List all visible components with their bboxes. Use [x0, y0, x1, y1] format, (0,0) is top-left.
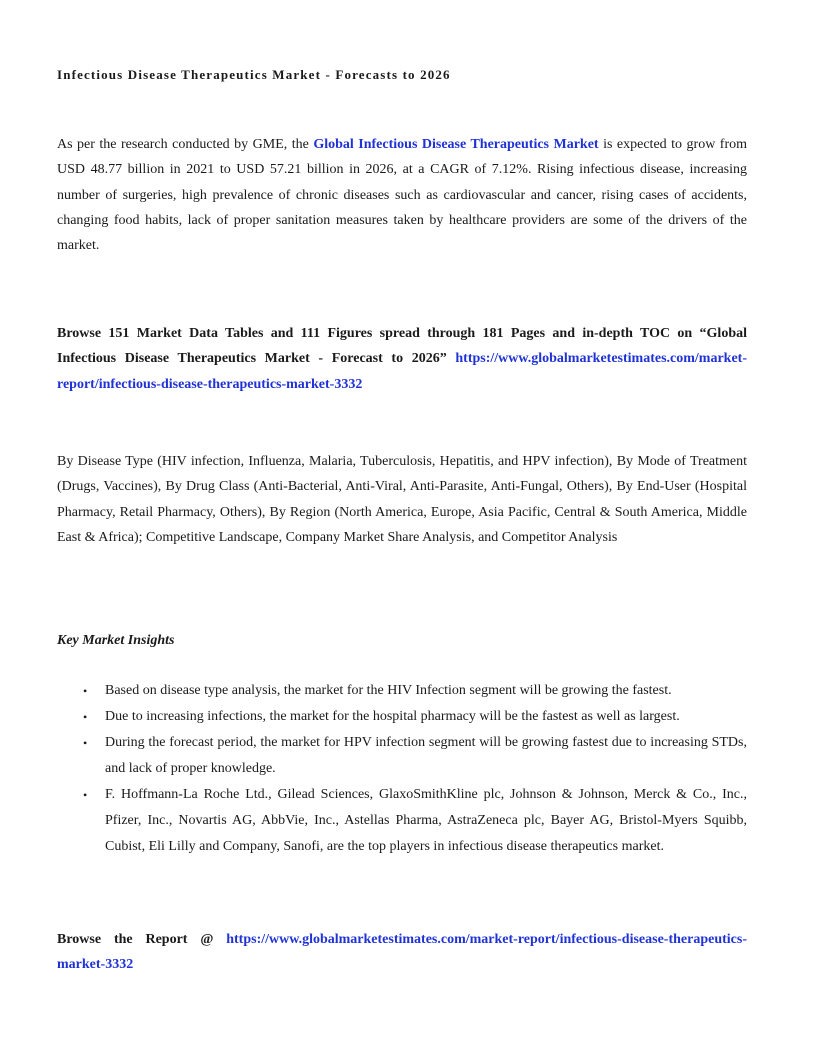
bullet-icon: • — [83, 684, 88, 698]
bullet-icon: • — [83, 736, 88, 750]
insight-text: During the forecast period, the market for HPV infection segment will be growing fastest due to increasing STDs, and lack of proper knowledge. — [105, 735, 747, 776]
intro-text-after: is expected to grow from USD 48.77 billion in 2021 to USD 57.21 billion in 2026, at a CAGR of 7.12%. Rising infectious disease, increasing number of surgeries, high prevalence of chronic diseases such as cardiovascular and cancer, rising cases of accidents, changing food habits, lack of proper sanitation measures taken by healthcare providers are some of the drivers of the market. — [57, 137, 748, 254]
insight-text: F. Hoffmann-La Roche Ltd., Gilead Sciences, GlaxoSmithKline plc, Johnson & Johnson, Merck & Co., Inc., Pfizer, Inc., Novartis AG, AbbVie, Inc., Astellas Pharma, AstraZeneca plc, Bayer AG, Bristol-Myers Squibb, Cubist, Eli Lilly and Company, Sanofi, are the top players in infectious disease therapeutics market. — [105, 787, 747, 854]
list-item — [57, 782, 747, 860]
global-market-link[interactable]: Global Infectious Disease Therapeutics Market — [313, 137, 599, 152]
browse-report-paragraph — [57, 927, 747, 978]
insights-list — [57, 678, 747, 860]
browse-report-label: Browse the Report @ — [57, 932, 227, 947]
intro-text-before: As per the research conducted by GME, the — [57, 137, 314, 152]
bullet-icon: • — [83, 710, 88, 724]
key-insights-heading: Key Market Insights — [57, 633, 175, 648]
browse-toc-text: Browse 151 Market Data Tables and 111 Figures spread through 181 Pages and in-depth TOC on “Global Infectious Disease Therapeutics Market - Forecast to 2026” — [57, 326, 747, 367]
document-title: Infectious Disease Therapeutics Market - Forecasts to 2026 — [57, 67, 451, 82]
insight-text: Based on disease type analysis, the market for the HIV Infection segment will be growing the fastest. — [105, 683, 672, 698]
browse-report-link[interactable]: https://www.globalmarketestimates.com/market-report/infectious-disease-therapeutics-market-3332 — [57, 932, 747, 973]
list-item — [57, 730, 747, 782]
bullet-icon: • — [83, 788, 88, 802]
list-item — [57, 678, 747, 704]
browse-toc-link[interactable]: https://www.globalmarketestimates.com/market-report/infectious-disease-therapeutics-market-3332 — [57, 351, 747, 392]
list-item — [57, 704, 747, 730]
insight-text: Due to increasing infections, the market for the hospital pharmacy will be the fastest as well as largest. — [105, 709, 680, 724]
intro-paragraph — [57, 132, 747, 258]
segments-paragraph: By Disease Type (HIV infection, Influenza, Malaria, Tuberculosis, Hepatitis, and HPV infection), By Mode of Treatment (Drugs, Vaccines), By Drug Class (Anti-Bacterial, Anti-Viral, Anti-Parasite, Anti-Fungal, Others), By End-User (Hospital Pharmacy, Retail Pharmacy, Others), By Region (North America, Europe, Asia Pacific, Central & South America, Middle East & Africa); Competitive Landscape, Company Market Share Analysis, and Competitor Analysis — [57, 454, 747, 545]
browse-toc-paragraph — [57, 321, 747, 397]
